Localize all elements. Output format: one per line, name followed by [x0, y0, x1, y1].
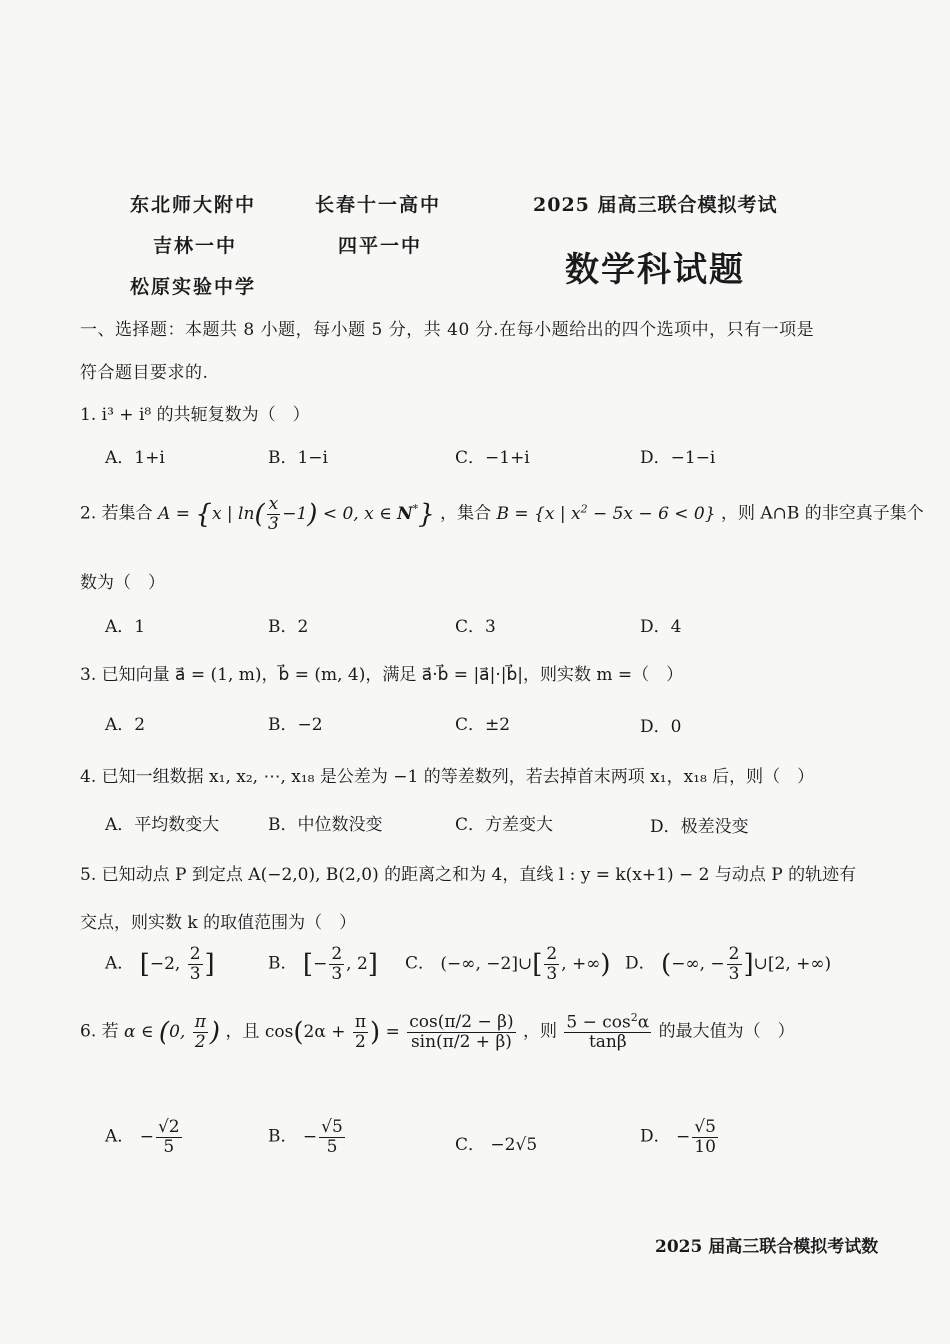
option-a: A．平均数变大	[105, 815, 220, 835]
question-2	[80, 495, 924, 533]
question-number: 3.	[80, 665, 97, 685]
option-label: A．	[105, 1126, 135, 1147]
question-5-line2: 交点，则实数 k 的取值范围为（ ）	[80, 913, 357, 933]
option-c	[455, 1130, 537, 1155]
option-d: D．0	[640, 717, 682, 737]
option-d: D．4	[640, 617, 682, 637]
option-b	[268, 945, 378, 983]
option-formula: −2√5	[490, 1135, 538, 1155]
option-label: B．	[268, 1126, 298, 1147]
option-b: B．中位数没变	[268, 815, 383, 835]
option-label: B．	[268, 953, 298, 974]
question-text: 若	[101, 1021, 119, 1042]
school-name-2: 长春十一高中	[315, 194, 442, 216]
option-d	[625, 945, 831, 983]
option-formula: − $\frac{√5}{10}$	[676, 1117, 716, 1157]
option-label: C．	[405, 953, 436, 974]
set-a-formula: A = {x | ln( $\frac{x}{3}$ −1) < 0, x ∈ N*}	[158, 494, 435, 534]
question-text: 若集合	[101, 503, 153, 524]
school-name-3: 吉林一中	[153, 235, 238, 257]
option-c: C．3	[455, 617, 496, 637]
question-1	[80, 400, 310, 425]
option-label: D．	[625, 953, 656, 974]
subject-title: 数学科试题	[565, 250, 745, 290]
option-formula: [− $\frac{2}{3}$ , 2]	[302, 944, 378, 984]
option-formula: − $\frac{√2}{5}$	[139, 1117, 180, 1157]
question-number: 1.	[80, 405, 97, 425]
question-3	[80, 660, 683, 685]
section-instructions-line2: 符合题目要求的.	[80, 363, 209, 383]
option-formula: (−∞, −2]∪[ $\frac{2}{3}$ , +∞)	[440, 944, 611, 984]
question-6	[80, 1012, 795, 1052]
question-text: 已知动点 P 到定点 A(−2,0), B(2,0) 的距离之和为 4，直线 l : y = k(x+1) − 2 与动点 P 的轨迹有	[101, 865, 857, 885]
exam-title: 2025 届高三联合模拟考试	[533, 194, 778, 216]
option-formula: − $\frac{√5}{5}$	[302, 1117, 343, 1157]
section-instructions-line1: 一、选择题：本题共 8 小题，每小题 5 分，共 40 分.在每小题给出的四个选项中，只有一项是	[80, 320, 815, 340]
option-b: B．1−i	[268, 448, 328, 468]
question-number: 4.	[80, 767, 97, 787]
question-2-line2: 数为（ ）	[80, 573, 165, 593]
option-label: D．	[640, 1126, 671, 1147]
option-c	[405, 945, 611, 983]
question-text: ，则	[523, 1021, 558, 1042]
question-number: 2.	[80, 503, 97, 524]
question-4	[80, 762, 814, 787]
option-b: B．2	[268, 617, 309, 637]
page-footer: 2025 届高三联合模拟考试数	[655, 1237, 879, 1257]
option-label: C．	[455, 1135, 486, 1155]
question-text: 已知向量 a⃗ = (1, m)，b⃗ = (m, 4)，满足 a⃗·b⃗ = |a⃗|·|b⃗|，则实数 m =（ ）	[101, 665, 684, 685]
question-5	[80, 860, 856, 885]
question-text: ，则 A∩B 的非空真子集个	[720, 503, 924, 524]
option-a	[105, 945, 215, 983]
option-d: D．极差没变	[650, 817, 749, 837]
option-a: A．1+i	[105, 448, 165, 468]
question-text: 已知一组数据 x₁, x₂, ⋯, x₁₈ 是公差为 −1 的等差数列，若去掉首末两项 x₁，x₁₈ 后，则（ ）	[101, 767, 815, 787]
set-b-formula: B = {x | $x^2 - 5x - 6 < 0$}	[496, 502, 716, 524]
question-number: 6.	[80, 1021, 97, 1042]
option-b	[268, 1118, 347, 1156]
option-a: A．2	[105, 715, 146, 735]
school-name-1: 东北师大附中	[130, 194, 257, 216]
school-name-5: 松原实验中学	[130, 276, 257, 298]
option-c: C．±2	[455, 715, 511, 735]
option-formula: (−∞, − $\frac{2}{3}$ ]∪[2, +∞)	[661, 944, 832, 984]
option-b: B．−2	[268, 715, 323, 735]
question-text: ，集合	[440, 503, 492, 524]
option-c: C．方差变大	[455, 815, 554, 835]
question-number: 5.	[80, 865, 97, 885]
target-formula: $\frac{5 - \cos^2\alpha}{\tan\beta}$	[566, 1011, 650, 1053]
school-name-4: 四平一中	[338, 235, 423, 257]
option-c: C．−1+i	[455, 448, 530, 468]
option-a	[105, 1118, 184, 1156]
question-text: ，且	[225, 1021, 260, 1042]
question-text: 的最大值为（ ）	[658, 1021, 795, 1042]
equation-formula: cos(2α + $\frac{\pi}{2}$ ) = $\frac{\cos(\pi/2 - \beta)}{\sin(\pi/2 + \beta)}$	[264, 1011, 514, 1052]
option-a: A．1	[105, 617, 146, 637]
question-text: i³ + i⁸ 的共轭复数为（ ）	[101, 405, 310, 425]
option-formula: [−2, $\frac{2}{3}$ ]	[139, 944, 215, 984]
option-d: D．−1−i	[640, 448, 716, 468]
option-d	[640, 1118, 720, 1156]
alpha-range-formula: α ∈ (0, $\frac{\pi}{2}$ )	[124, 1011, 221, 1052]
option-label: A．	[105, 953, 135, 974]
